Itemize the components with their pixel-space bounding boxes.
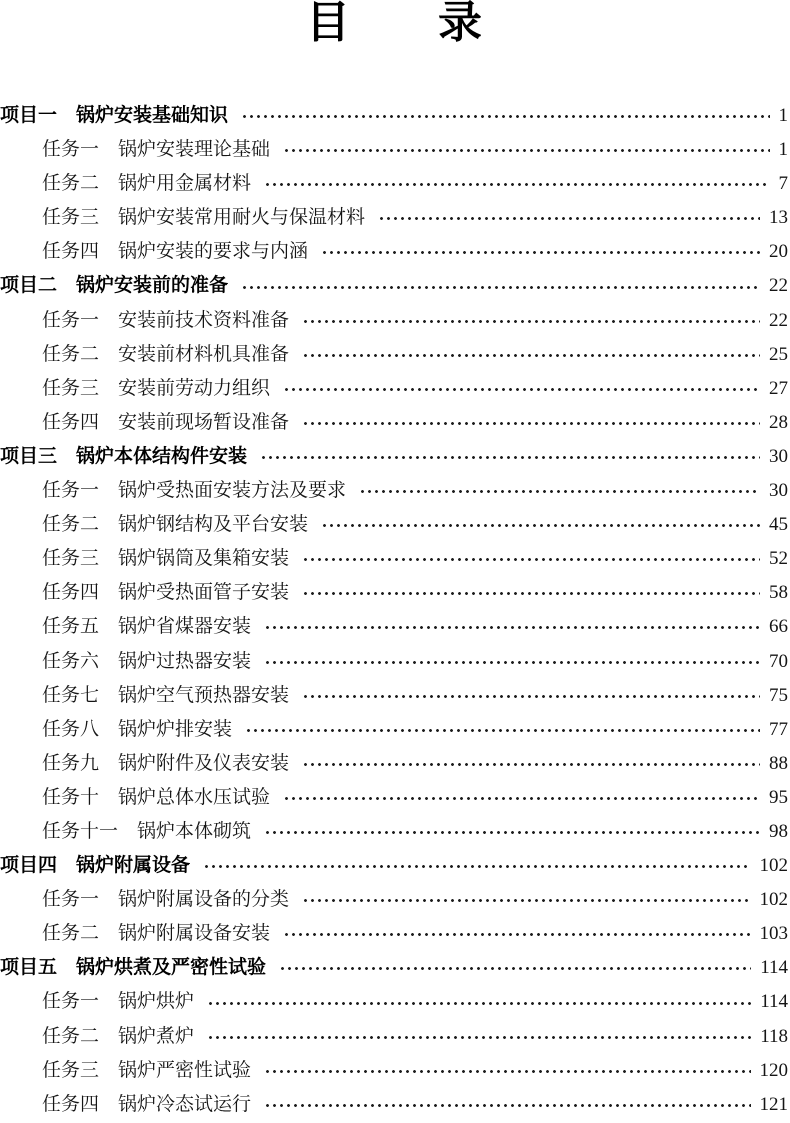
toc-entry-page: 13: [769, 207, 788, 229]
toc-entry-label: 任务二: [42, 923, 100, 945]
toc-task-row: [0, 713, 788, 747]
toc-entry-title: 锅炉钢结构及平台安装: [118, 514, 309, 536]
toc-entry-page: 102: [759, 889, 788, 911]
toc-entry-label: 任务二: [42, 343, 100, 365]
toc-entry-label: 任务三: [42, 207, 100, 229]
toc-list: [0, 99, 788, 1122]
toc-task-row: [0, 406, 788, 440]
toc-entry-title: 安装前劳动力组织: [118, 377, 271, 399]
toc-entry-page: 1: [778, 139, 788, 161]
toc-entry-label: 任务六: [42, 650, 100, 672]
dot-leader: [376, 201, 760, 235]
toc-task-row: [0, 474, 788, 508]
toc-entry-title: 安装前现场暂设准备: [118, 411, 290, 433]
toc-entry-page: 52: [769, 548, 788, 570]
dot-leader: [357, 474, 760, 508]
toc-entry-title: 安装前技术资料准备: [118, 309, 290, 331]
toc-entry-label: 任务九: [42, 752, 100, 774]
toc-entry-title: 锅炉冷态试运行: [118, 1093, 252, 1115]
toc-entry-page: 120: [759, 1059, 788, 1081]
toc-task-row: [0, 167, 788, 201]
toc-entry-title: 锅炉附件及仪表安装: [118, 752, 290, 774]
dot-leader: [243, 713, 760, 747]
dot-leader: [300, 542, 760, 576]
toc-entry-label: 任务四: [42, 1093, 100, 1115]
toc-project-row: [0, 951, 788, 985]
toc-entry-page: 22: [769, 309, 788, 331]
toc-task-row: [0, 338, 788, 372]
toc-entry-label: 任务三: [42, 548, 100, 570]
dot-leader: [300, 304, 760, 338]
toc-entry-page: 20: [769, 241, 788, 263]
dot-leader: [281, 133, 769, 167]
toc-entry-title: 锅炉安装理论基础: [118, 139, 271, 161]
toc-entry-page: 45: [769, 514, 788, 536]
dot-leader: [300, 576, 760, 610]
toc-entry-title: 锅炉受热面管子安装: [118, 582, 290, 604]
toc-entry-label: 任务一: [42, 480, 100, 502]
toc-entry-label: 任务一: [42, 991, 100, 1013]
toc-task-row: [0, 1088, 788, 1122]
toc-entry-label: 任务四: [42, 411, 100, 433]
toc-entry-title: 锅炉烘煮及严密性试验: [76, 957, 267, 979]
toc-task-row: [0, 917, 788, 951]
dot-leader: [281, 781, 760, 815]
toc-entry-page: 77: [769, 718, 788, 740]
toc-entry-page: 98: [769, 820, 788, 842]
dot-leader: [277, 951, 751, 985]
toc-entry-page: 22: [769, 275, 788, 297]
toc-entry-page: 103: [759, 923, 788, 945]
toc-entry-label: 项目三: [0, 445, 58, 467]
toc-entry-title: 锅炉安装的要求与内涵: [118, 241, 309, 263]
toc-entry-page: 66: [769, 616, 788, 638]
toc-entry-page: 7: [778, 173, 788, 195]
toc-project-row: [0, 440, 788, 474]
dot-leader: [319, 508, 760, 542]
toc-task-row: [0, 1054, 788, 1088]
toc-entry-label: 任务一: [42, 889, 100, 911]
toc-entry-page: 30: [769, 445, 788, 467]
toc-task-row: [0, 235, 788, 269]
toc-task-row: [0, 508, 788, 542]
toc-entry-title: 锅炉安装前的准备: [76, 275, 229, 297]
toc-entry-page: 70: [769, 650, 788, 672]
toc-entry-page: 88: [769, 752, 788, 774]
toc-entry-page: 102: [759, 855, 788, 877]
toc-entry-title: 安装前材料机具准备: [118, 343, 290, 365]
toc-entry-page: 114: [760, 991, 788, 1013]
toc-entry-title: 锅炉安装基础知识: [76, 105, 229, 126]
toc-task-row: [0, 1020, 788, 1054]
toc-entry-title: 锅炉总体水压试验: [118, 786, 271, 808]
toc-entry-title: 锅炉过热器安装: [118, 650, 252, 672]
toc-task-row: [0, 576, 788, 610]
dot-leader: [262, 1054, 750, 1088]
dot-leader: [201, 849, 750, 883]
dot-leader: [300, 406, 760, 440]
toc-task-row: [0, 201, 788, 235]
toc-entry-label: 任务一: [42, 139, 100, 161]
dot-leader: [300, 679, 760, 713]
toc-entry-label: 任务二: [42, 1025, 100, 1047]
toc-entry-label: 任务五: [42, 616, 100, 638]
toc-entry-label: 任务八: [42, 718, 100, 740]
toc-entry-page: 95: [769, 786, 788, 808]
toc-entry-label: 任务四: [42, 241, 100, 263]
dot-leader: [262, 815, 760, 849]
toc-entry-label: 任务十一: [42, 820, 119, 842]
toc-entry-title: 锅炉本体结构件安装: [76, 445, 248, 467]
toc-entry-title: 锅炉本体砌筑: [137, 820, 252, 842]
toc-entry-label: 任务三: [42, 377, 100, 399]
toc-entry-page: 121: [759, 1093, 788, 1115]
toc-entry-title: 锅炉安装常用耐火与保温材料: [118, 207, 366, 229]
toc-task-row: [0, 645, 788, 679]
toc-entry-title: 锅炉省煤器安装: [118, 616, 252, 638]
toc-task-row: [0, 542, 788, 576]
toc-task-row: [0, 815, 788, 849]
dot-leader: [262, 1088, 750, 1122]
toc-task-row: [0, 372, 788, 406]
dot-leader: [300, 883, 750, 917]
toc-task-row: [0, 133, 788, 167]
toc-entry-label: 项目四: [0, 855, 58, 877]
toc-task-row: [0, 304, 788, 338]
page-title: 目 录: [306, 0, 482, 47]
toc-entry-title: 锅炉受热面安装方法及要求: [118, 480, 347, 502]
toc-entry-label: 项目二: [0, 275, 58, 297]
toc-entry-page: 1: [778, 105, 788, 126]
toc-entry-label: 任务三: [42, 1059, 100, 1081]
dot-leader: [239, 99, 769, 133]
toc-entry-page: 25: [769, 343, 788, 365]
toc-entry-title: 锅炉附属设备安装: [118, 923, 271, 945]
toc-entry-page: 28: [769, 411, 788, 433]
toc-task-row: [0, 985, 788, 1019]
dot-leader: [300, 747, 760, 781]
toc-entry-label: 任务二: [42, 514, 100, 536]
dot-leader: [281, 917, 750, 951]
toc-entry-page: 75: [769, 684, 788, 706]
toc-project-row: [0, 849, 788, 883]
toc-entry-title: 锅炉严密性试验: [118, 1059, 252, 1081]
toc-entry-page: 58: [769, 582, 788, 604]
dot-leader: [262, 167, 769, 201]
toc-project-row: [0, 269, 788, 303]
dot-leader: [319, 235, 760, 269]
toc-entry-title: 锅炉锅筒及集箱安装: [118, 548, 290, 570]
dot-leader: [262, 645, 760, 679]
toc-entry-label: 任务四: [42, 582, 100, 604]
dot-leader: [205, 985, 751, 1019]
toc-entry-title: 锅炉烘炉: [118, 991, 195, 1013]
toc-project-row: [0, 99, 788, 133]
dot-leader: [239, 269, 760, 303]
dot-leader: [262, 610, 760, 644]
dot-leader: [300, 338, 760, 372]
toc-entry-label: 项目五: [0, 957, 58, 979]
toc-task-row: [0, 781, 788, 815]
toc-entry-page: 30: [769, 480, 788, 502]
toc-entry-title: 锅炉附属设备: [76, 855, 191, 877]
toc-entry-page: 114: [760, 957, 788, 979]
toc-entry-page: 118: [760, 1025, 788, 1047]
toc-entry-title: 锅炉附属设备的分类: [118, 889, 290, 911]
toc-entry-page: 27: [769, 377, 788, 399]
dot-leader: [258, 440, 760, 474]
toc-entry-title: 锅炉炉排安装: [118, 718, 233, 740]
dot-leader: [205, 1020, 751, 1054]
toc-task-row: [0, 747, 788, 781]
dot-leader: [281, 372, 760, 406]
toc-entry-title: 锅炉用金属材料: [118, 173, 252, 195]
toc-entry-title: 锅炉空气预热器安装: [118, 684, 290, 706]
toc-entry-label: 任务十: [42, 786, 100, 808]
toc-entry-label: 任务七: [42, 684, 100, 706]
toc-entry-label: 任务一: [42, 309, 100, 331]
toc-entry-label: 任务二: [42, 173, 100, 195]
toc-entry-title: 锅炉煮炉: [118, 1025, 195, 1047]
toc-task-row: [0, 610, 788, 644]
toc-task-row: [0, 883, 788, 917]
toc-task-row: [0, 679, 788, 713]
toc-entry-label: 项目一: [0, 105, 58, 126]
